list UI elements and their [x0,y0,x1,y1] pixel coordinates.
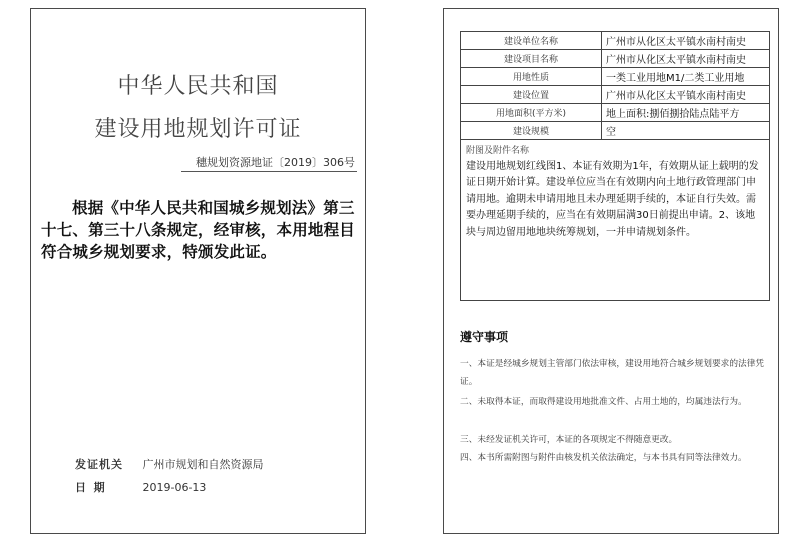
table-row [461,68,770,86]
row-label: 建设单位名称 [461,32,602,50]
issuer-value: 广州市规划和自然资源局 [142,458,264,471]
row-value: 地上面积:捌佰捌拾陆点陆平方 [602,104,770,122]
row-label: 建设项目名称 [461,50,602,68]
table-row [461,122,770,140]
row-value: 一类工业用地M1/二类工业用地 [602,68,770,86]
notice-title: 遵守事项 [460,330,509,344]
notice-item: 二、未取得本证，而取得建设用地批准文件、占用土地的，均属违法行为。 [460,397,747,407]
table-row [461,104,770,122]
notice-item: 四、本书所需附图与附件由核发机关依法确定，与本书具有同等法律效力。 [460,453,747,463]
attachments-title: 附图及附件名称 [466,146,530,156]
date-row [75,479,206,495]
notice-item: 一、本证是经城乡规划主管部门依法审核，建设用地符合城乡规划要求的法律凭证。 [460,359,765,387]
row-value: 空 [602,122,770,140]
country-title: 中华人民共和国 [117,74,279,99]
issuer-label: 发证机关 [75,458,123,471]
row-label: 建设规模 [461,122,602,140]
row-label: 建设位置 [461,86,602,104]
certificate-body-text: 根据《中华人民共和国城乡规划法》第三十七、第三十八条规定，经审核，本用地程目符合城乡规划要求，特颁发此证。 [41,198,356,261]
row-value: 广州市从化区太平镇水南村南史 [602,86,770,104]
certificate-number-underline [181,171,357,172]
row-label: 用地面积(平方米) [461,104,602,122]
attachments-cell [461,140,770,301]
certificate-number: 穗规划资源地证〔2019〕306号 [196,156,355,169]
table-row [461,86,770,104]
row-label: 用地性质 [461,68,602,86]
notice-item: 三、未经发证机关许可，本证的各项规定不得随意更改。 [460,435,678,445]
issuer-row [75,456,264,472]
row-value: 广州市从化区太平镇水南村南史 [602,50,770,68]
date-value: 2019-06-13 [142,481,207,494]
date-label: 日 期 [75,481,105,494]
table-row [461,32,770,50]
project-info-table [460,31,770,301]
attachments-text: 建设用地规划红线图1、本证有效期为1年，有效期从证上载明的发证日期开始计算。建设单位应当在有效期内向土地行政管理部门申请用地。逾期未申请用地且未办理延期手续的，本证自行失效。需要办理延期手续的，应当在有效期届满30日前提出申请。2、该地块与周边留用地地块统筹规划，一并申请规划条件。 [466,161,759,238]
attachments-row [461,140,770,301]
certificate-detail-page [443,8,779,534]
certificate-cover-page [30,8,366,534]
row-value: 广州市从化区太平镇水南村南史 [602,32,770,50]
table-row [461,50,770,68]
certificate-title: 建设用地规划许可证 [94,117,302,142]
